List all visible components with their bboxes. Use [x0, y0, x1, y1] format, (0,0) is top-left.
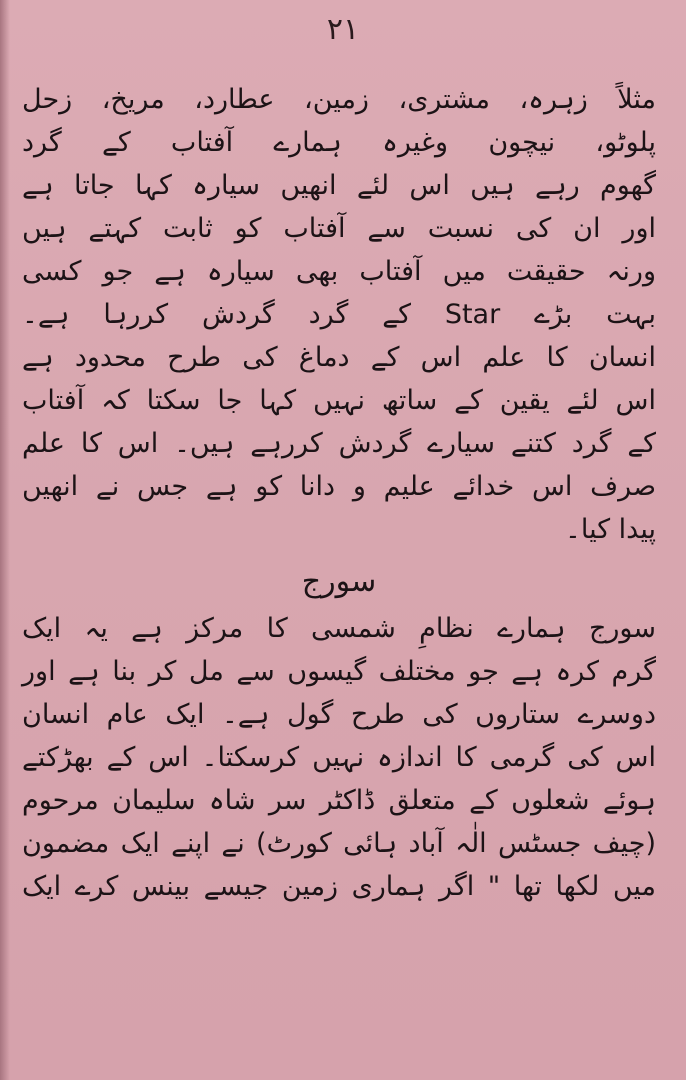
page-binding-shadow	[0, 0, 10, 1080]
text-line: اس کی گرمی کا اندازہ نہیں کرسکتا۔ اس کے بھڑکتے	[22, 742, 656, 773]
text-line: کے گرد کتنے سیارے گردش کررہے ہیں۔ اس کا علم	[22, 428, 656, 459]
text-line: ہوئے شعلوں کے متعلق ڈاکٹر سر شاہ سلیمان مرحوم	[22, 785, 656, 816]
text-line: پیدا کیا۔	[565, 514, 656, 545]
text-line: سورج ہمارے نظامِ شمسی کا مرکز ہے یہ ایک	[22, 613, 656, 644]
text-line: مثلاً زہرہ، مشتری، زمین، عطارد، مریخ، زحل	[22, 84, 656, 115]
text-line: گھوم رہے ہیں اس لئے انھیں سیارہ کہا جاتا ہے	[22, 170, 656, 201]
text-line: بہت بڑے Star کے گرد گردش کررہا ہے۔	[22, 299, 656, 330]
paragraph-sun	[22, 607, 656, 908]
text-line: اور ان کی نسبت سے آفتاب کو ثابت کہتے ہیں	[22, 213, 656, 244]
text-line: گرم کرہ ہے جو مختلف گیسوں سے مل کر بنا ہے اور	[22, 656, 656, 687]
paragraph-planets	[22, 78, 656, 551]
page-number: ۲۱	[326, 12, 360, 47]
section-heading-sun: سورج	[301, 564, 377, 599]
text-line: میں لکھا تھا " اگر ہماری زمین جیسے بینس کرے ایک	[22, 871, 656, 902]
text-line: ورنہ حقیقت میں آفتاب بھی سیارہ ہے جو کسی	[22, 256, 656, 287]
text-line: صرف اس خدائے علیم و دانا کو ہے جس نے انھیں	[22, 471, 656, 502]
text-line: انسان کا علم اس کے دماغ کی طرح محدود ہے	[22, 342, 656, 373]
page-body	[22, 78, 656, 908]
text-line: (چیف جسٹس الٰہ آباد ہائی کورٹ) نے اپنے ایک مضمون	[22, 828, 656, 859]
text-line: اس لئے یقین کے ساتھ نہیں کہا جا سکتا کہ آفتاب	[22, 385, 656, 416]
text-line: دوسرے ستاروں کی طرح گول ہے۔ ایک عام انسان	[22, 699, 656, 730]
text-line: پلوٹو، نیچون وغیرہ ہمارے آفتاب کے گرد	[22, 127, 656, 158]
